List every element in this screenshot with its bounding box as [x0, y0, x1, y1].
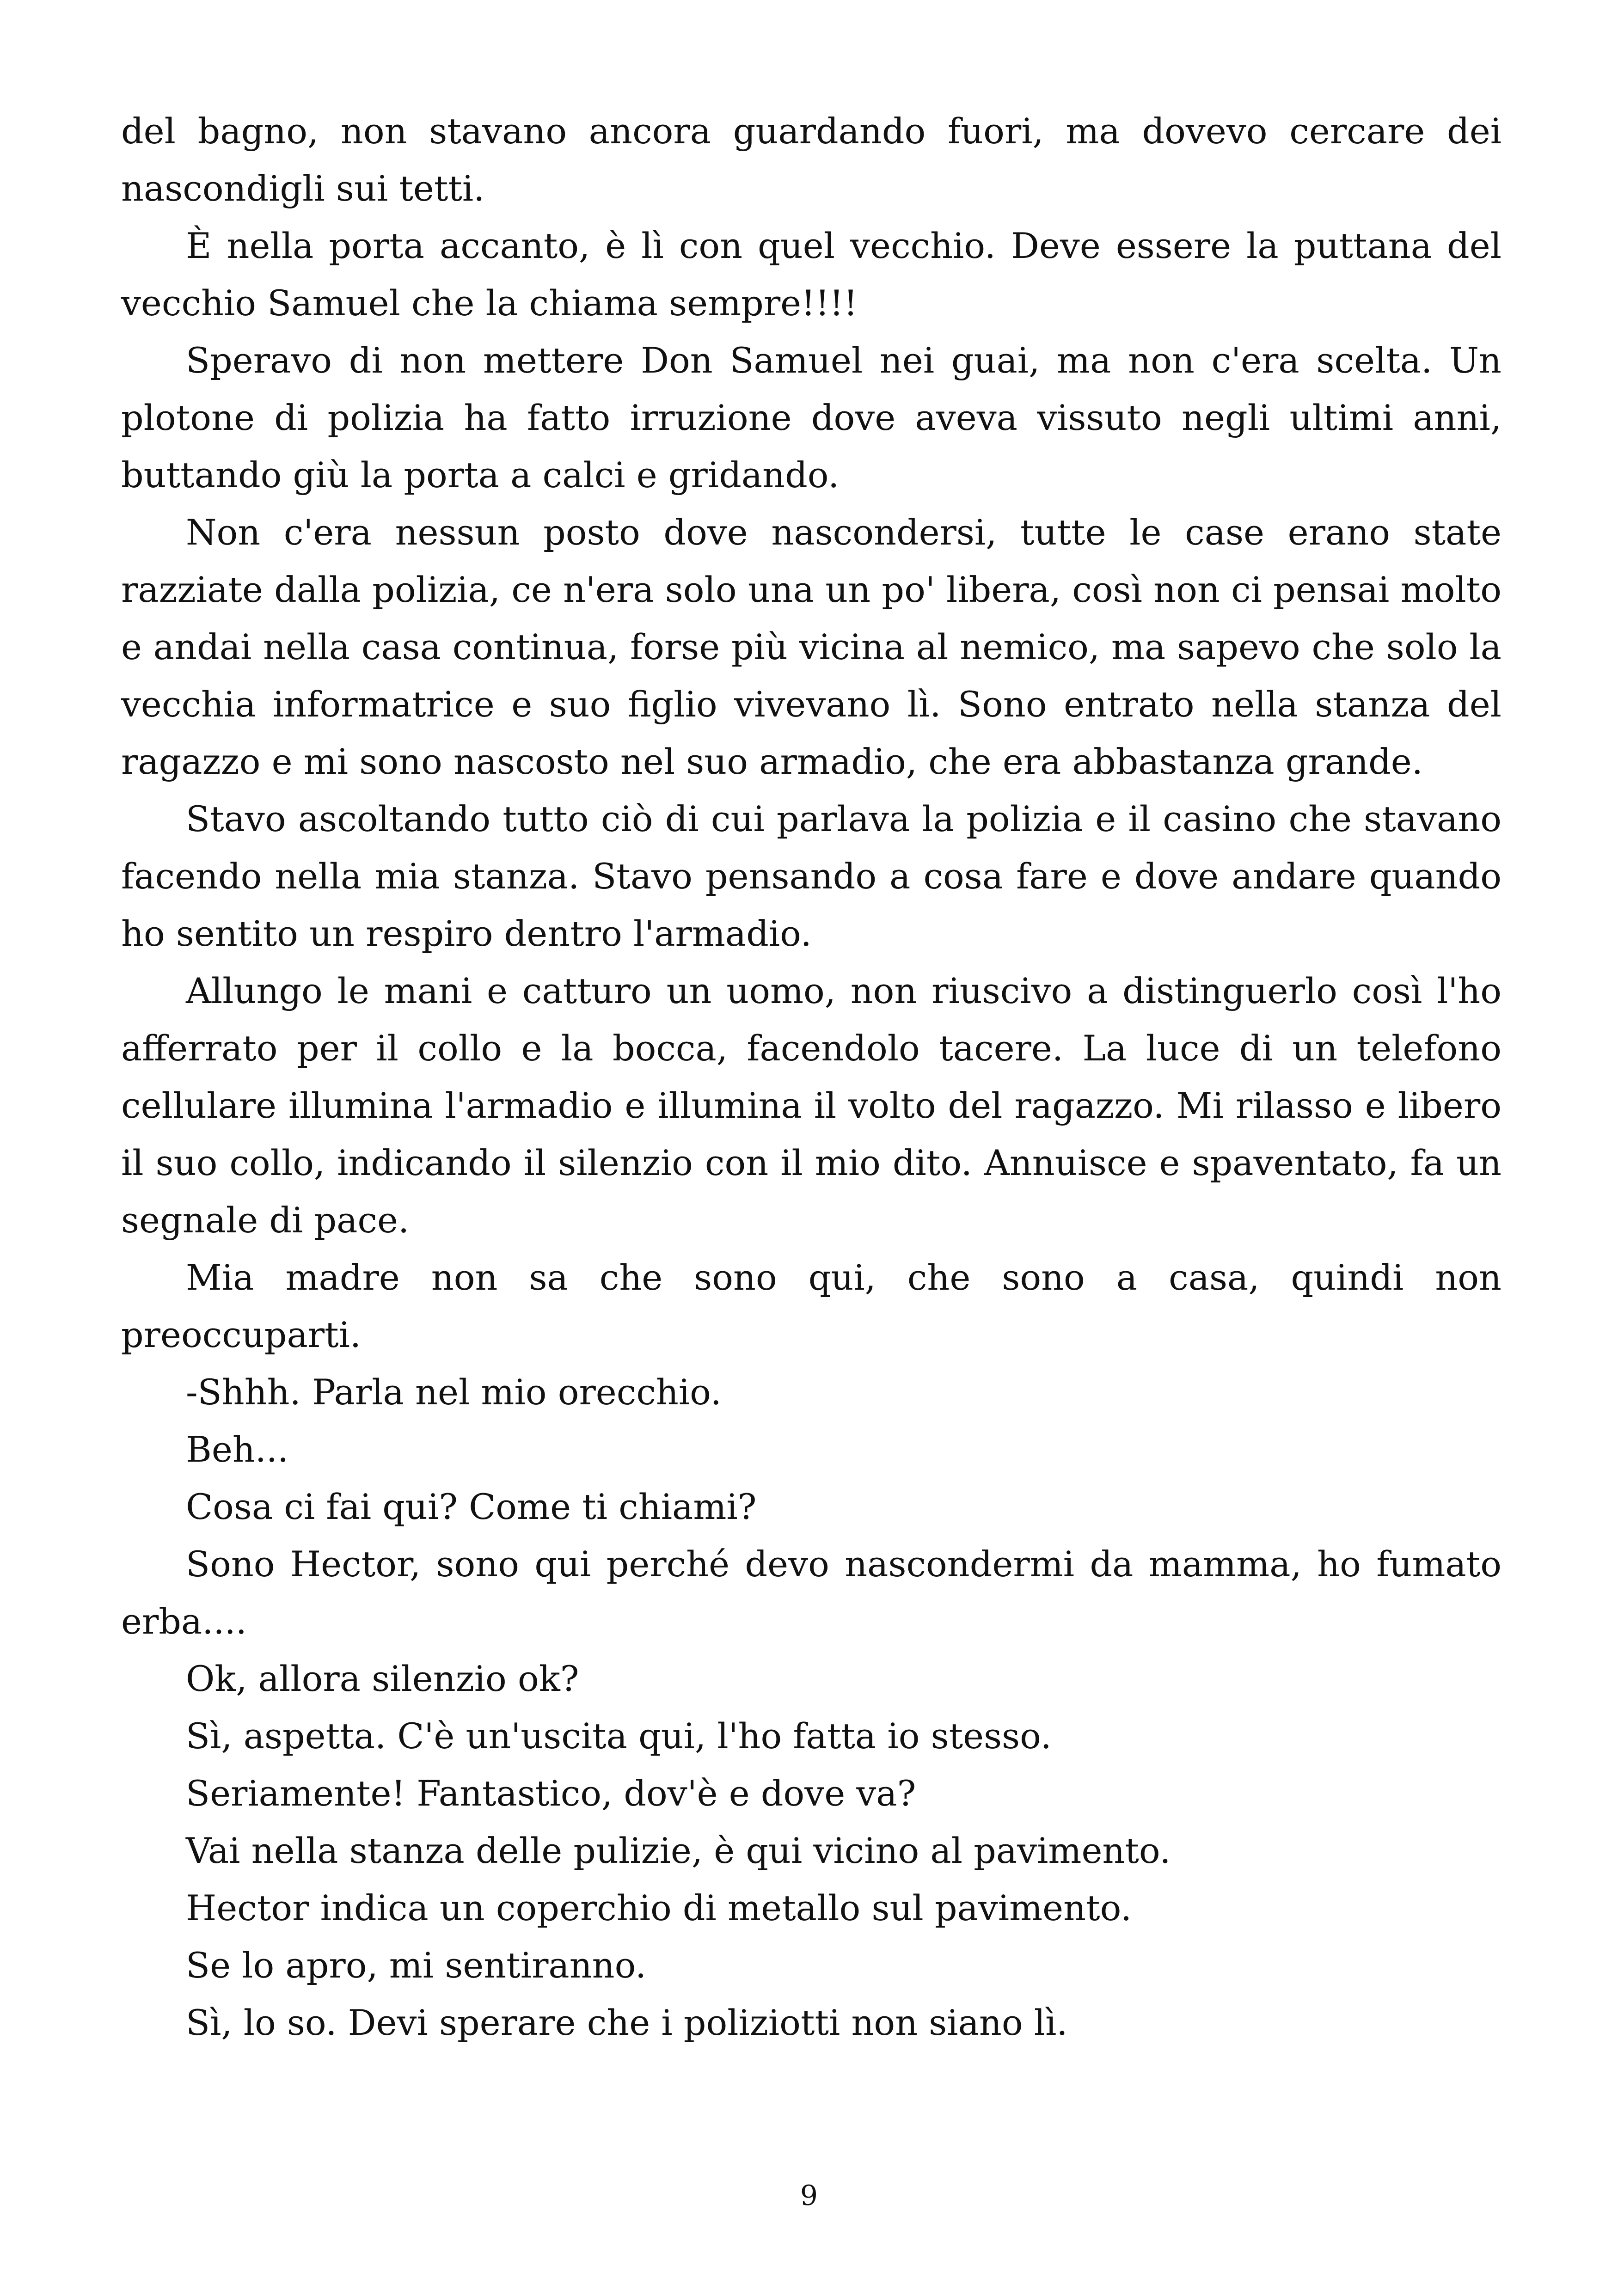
body-text: [121, 103, 1502, 2051]
paragraph: Speravo di non mettere Don Samuel nei guai, ma non c'era scelta. Un plotone di polizia ha fatto irruzione dove aveva vissuto negli ultimi anni, buttando giù la porta a calci e gridando.: [121, 340, 1502, 496]
dialogue-line: Vai nella stanza delle pulizie, è qui vicino al pavimento.: [186, 1830, 1171, 1871]
dialogue-line: Ok, allora silenzio ok?: [186, 1658, 579, 1699]
paragraph: Allungo le mani e catturo un uomo, non riuscivo a distinguerlo così l'ho afferrato per il collo e la bocca, facendolo tacere. La luce di un telefono cellulare illumina l'armadio e illumina il volto del ragazzo. Mi rilasso e libero il suo collo, indicando il silenzio con il mio dito. Annuisce e spaventato, fa un segnale di pace.: [121, 970, 1502, 1241]
paragraph: Hector indica un coperchio di metallo sul pavimento.: [186, 1887, 1132, 1929]
dialogue-line: Sì, aspetta. C'è un'uscita qui, l'ho fatta io stesso.: [186, 1715, 1052, 1757]
dialogue-line: Se lo apro, mi sentiranno.: [186, 1945, 647, 1986]
paragraph: Mia madre non sa che sono qui, che sono a casa, quindi non preoccuparti.: [121, 1257, 1502, 1355]
paragraph: del bagno, non stavano ancora guardando fuori, ma dovevo cercare dei nascondigli sui tetti.: [121, 110, 1502, 209]
page-number: 9: [800, 2180, 818, 2212]
paragraph: Non c'era nessun posto dove nascondersi, tutte le case erano state razziate dalla polizia, ce n'era solo una un po' libera, così non ci pensai molto e andai nella casa continua, forse più vicina al nemico, ma sapevo che solo la vecchia informatrice e suo figlio vivevano lì. Sono entrato nella stanza del ragazzo e mi sono nascosto nel suo armadio, che era abbastanza grande.: [121, 512, 1502, 782]
dialogue-line: Seriamente! Fantastico, dov'è e dove va?: [186, 1773, 916, 1814]
dialogue-line: Sì, lo so. Devi sperare che i poliziotti non siano lì.: [186, 2002, 1068, 2043]
dialogue-line: Cosa ci fai qui? Come ti chiami?: [186, 1486, 757, 1527]
dialogue-line: -Shhh. Parla nel mio orecchio.: [186, 1371, 722, 1413]
dialogue-line: Sono Hector, sono qui perché devo nascondermi da mamma, ho fumato erba....: [121, 1543, 1502, 1642]
dialogue-line: Beh...: [186, 1429, 289, 1470]
paragraph: Stavo ascoltando tutto ciò di cui parlava la polizia e il casino che stavano facendo nella mia stanza. Stavo pensando a cosa fare e dove andare quando ho sentito un respiro dentro l'armadio.: [121, 798, 1502, 954]
paragraph: È nella porta accanto, è lì con quel vecchio. Deve essere la puttana del vecchio Samuel che la chiama sempre!!!!: [121, 225, 1502, 324]
